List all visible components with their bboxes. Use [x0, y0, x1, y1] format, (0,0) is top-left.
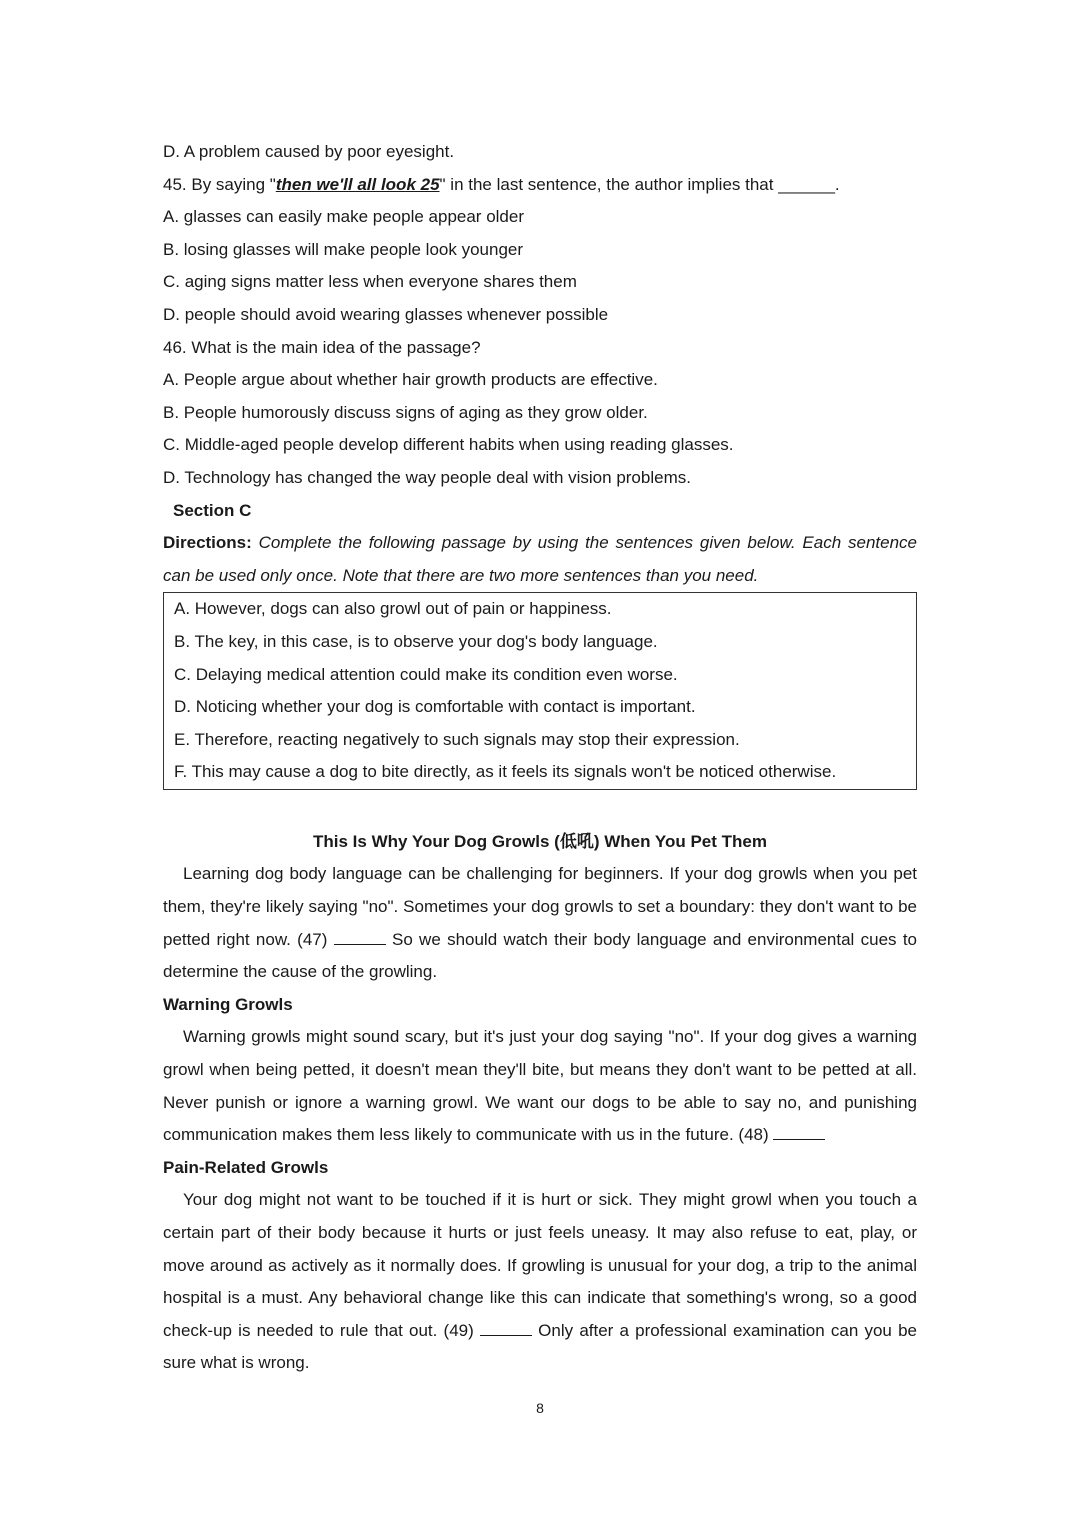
pain-growls-heading: Pain-Related Growls — [163, 1157, 329, 1177]
q45-option-c: C. aging signs matter less when everyone shares them — [163, 272, 577, 292]
warning-growls-paragraph — [163, 1021, 917, 1151]
q45-stem — [163, 169, 917, 202]
q45-stem-before: 45. By saying " — [163, 174, 276, 194]
intro-text-before: Learning dog body language can be challenging for beginners. If your dog growls when you pet them, they're likely saying "no". Sometimes your dog growls to set a boundary: they don't want to be petted right now. (47) — [163, 864, 917, 949]
directions-label: Directions: — [163, 533, 252, 553]
q46-stem: 46. What is the main idea of the passage? — [163, 337, 481, 357]
warning-text: Warning growls might sound scary, but it's just your dog saying "no". If your dog gives a warning growl when being petted, it doesn't mean they'll bite, but means they don't want to be petted at all. Never punish or ignore a warning growl. We want our dogs to be able to say no, and punishing communication makes them less likely to communicate with us in the future. (48) — [163, 1027, 917, 1145]
passage-intro — [163, 858, 917, 988]
page-number: 8 — [536, 1400, 544, 1416]
sentence-option-b: B. The key, in this case, is to observe your dog's body language. — [174, 631, 658, 651]
sentence-option-e: E. Therefore, reacting negatively to such signals may stop their expression. — [174, 729, 740, 749]
passage-title: This Is Why Your Dog Growls (低吼) When You Pet Them — [313, 831, 767, 851]
worksheet-page — [163, 136, 917, 1380]
q44-option-d: D. A problem caused by poor eyesight. — [163, 142, 455, 161]
sentence-option-d: D. Noticing whether your dog is comfortable with contact is important. — [174, 697, 696, 717]
q45-option-b: B. losing glasses will make people look younger — [163, 239, 524, 259]
q46-option-c: C. Middle-aged people develop different habits when using reading glasses. — [163, 435, 734, 455]
q45-quoted-phrase: then we'll all look 25 — [275, 174, 440, 194]
directions-text: Complete the following passage by using the sentences given below. Each sentence can be used only once. Note that there are two more sentences than you need. — [163, 533, 917, 585]
q45-option-a: A. glasses can easily make people appear older — [163, 207, 524, 227]
pain-text-before: Your dog might not want to be touched if it is hurt or sick. They might growl when you touch a certain part of their body because it hurts or just feels uneasy. It may also refuse to eat, play, or move around as actively as it normally does. If growling is unusual for your dog, a trip to the animal hospital is a must. Any behavioral change like this can indicate that something's wrong, so a good check-up is needed to rule that out. (49) — [163, 1190, 917, 1340]
section-c-heading: Section C — [173, 500, 252, 520]
q45-option-d: D. people should avoid wearing glasses whenever possible — [163, 304, 609, 324]
blank-47 — [334, 930, 386, 945]
blank-48 — [773, 1125, 825, 1140]
warning-growls-heading: Warning Growls — [163, 994, 293, 1014]
sentence-option-a: A. However, dogs can also growl out of pain or happiness. — [174, 599, 612, 619]
sentence-options-box — [163, 592, 917, 790]
pain-text-after: Only after a professional examination can you be sure what is wrong. — [163, 1320, 917, 1373]
sentence-option-c: C. Delaying medical attention could make its condition even worse. — [174, 664, 678, 684]
q45-stem-after: " in the last sentence, the author implies that ______. — [439, 174, 840, 194]
q46-option-d: D. Technology has changed the way people deal with vision problems. — [163, 467, 691, 487]
q46-option-b: B. People humorously discuss signs of aging as they grow older. — [163, 402, 648, 422]
q46-option-a: A. People argue about whether hair growth products are effective. — [163, 370, 658, 390]
sentence-option-f: F. This may cause a dog to bite directly, as it feels its signals won't be noticed otherwise. — [174, 762, 837, 782]
pain-growls-paragraph — [163, 1184, 917, 1380]
intro-text-after: So we should watch their body language and environmental cues to determine the cause of the growling. — [163, 929, 917, 982]
section-c-directions — [163, 527, 917, 592]
blank-49 — [480, 1321, 532, 1336]
